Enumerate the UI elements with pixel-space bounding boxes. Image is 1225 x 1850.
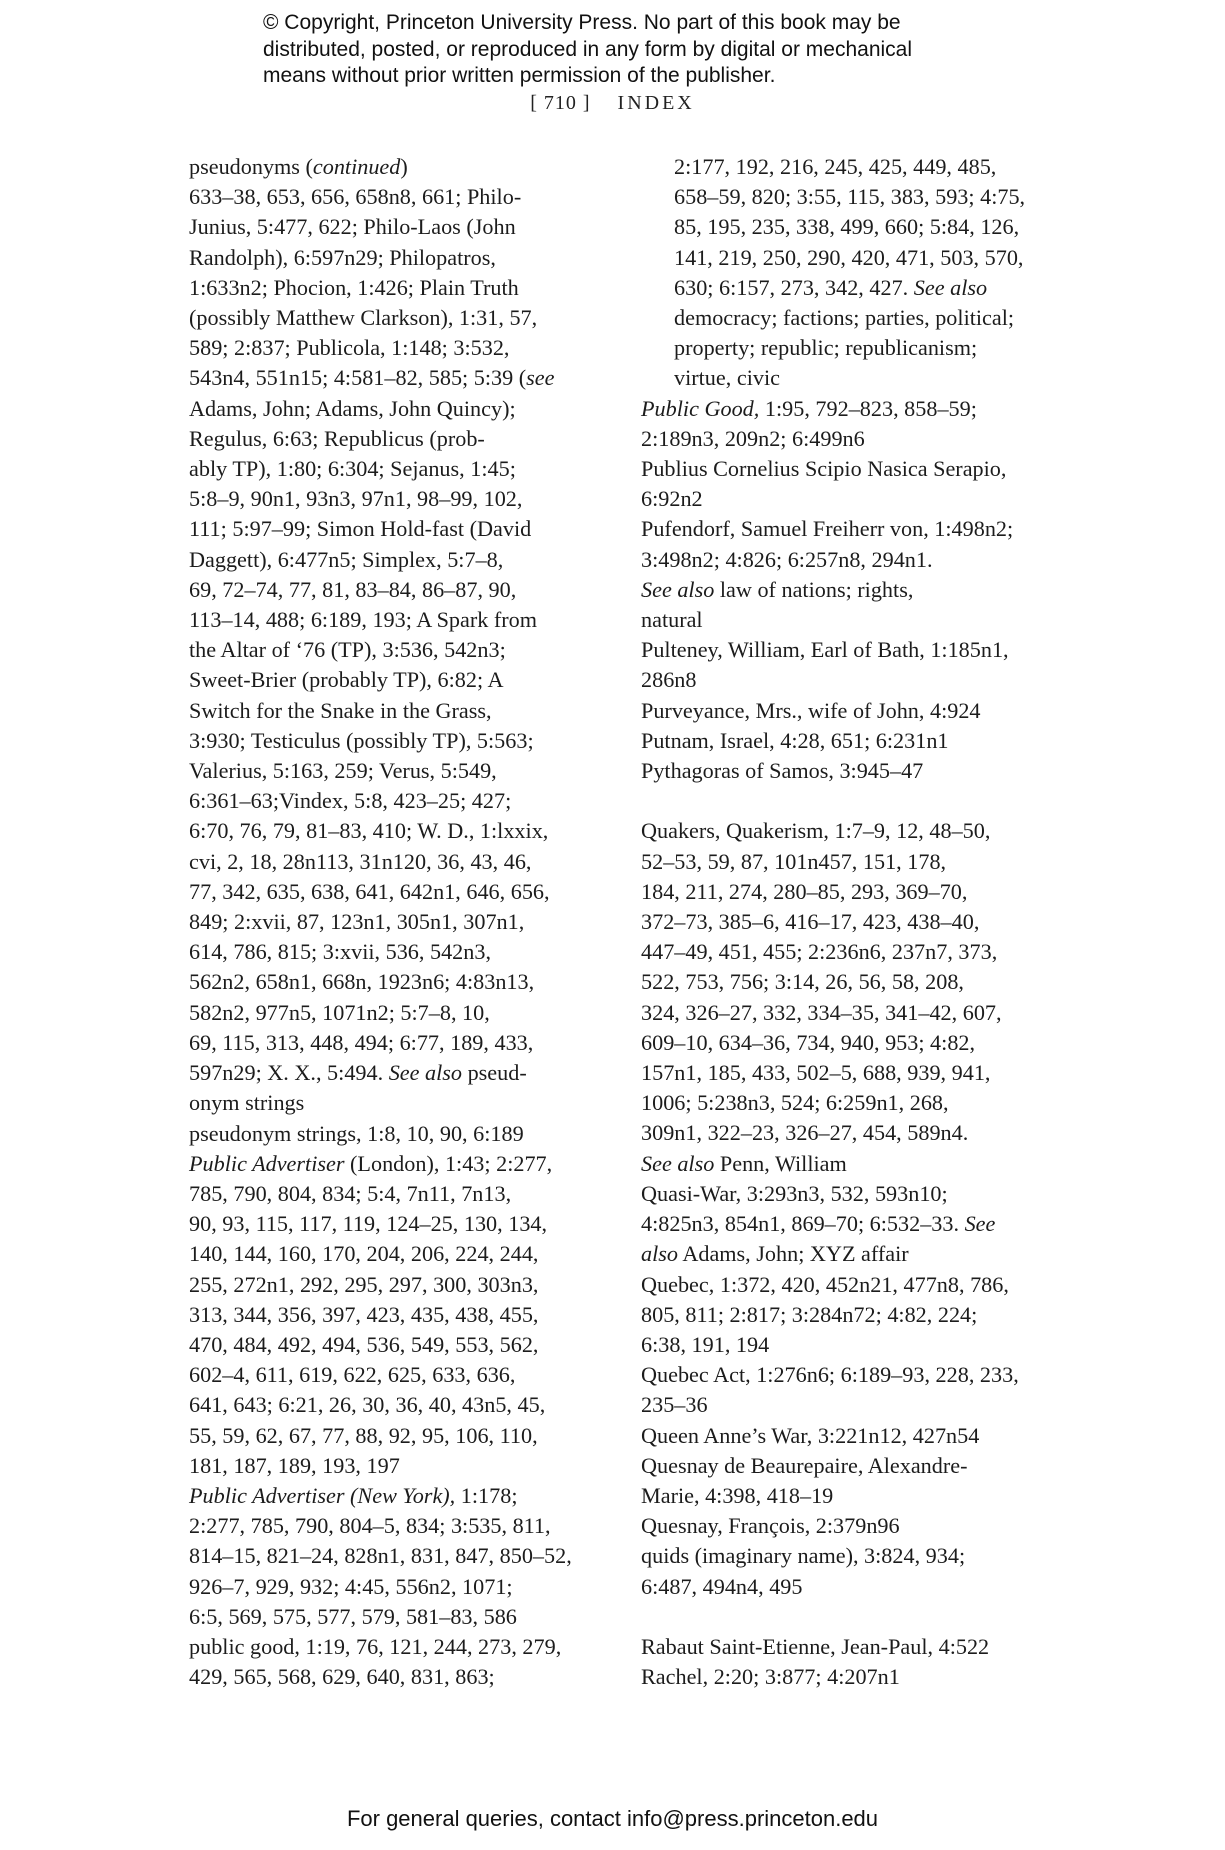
index-line: Quesnay de Beaurepaire, Alexandre- [641, 1452, 968, 1478]
index-entry [641, 1632, 1051, 1662]
index-line: 1006; 5:238n3, 524; 6:259n1, 268, [641, 1090, 949, 1116]
index-line: Quesnay, François, 2:379n96 [641, 1513, 900, 1539]
index-line: Quebec Act, 1:276n6; 6:189–93, 228, 233, [641, 1362, 1019, 1388]
index-line: See also law of nations; rights, [641, 576, 914, 602]
index-line: Pulteney, William, Earl of Bath, 1:185n1, [641, 637, 1009, 663]
index-line: cvi, 2, 18, 28n113, 31n120, 36, 43, 46, [189, 848, 532, 874]
index-line: Purveyance, Mrs., wife of John, 4:924 [641, 697, 981, 723]
running-head [0, 92, 1225, 115]
index-line: Public Good, 1:95, 792–823, 858–59; [641, 395, 977, 421]
index-entry [641, 696, 1051, 726]
index-line: Public Advertiser (London), 1:43; 2:277, [189, 1150, 553, 1176]
index-line: 609–10, 634–36, 734, 940, 953; 4:82, [641, 1029, 976, 1055]
index-entry [189, 1632, 609, 1692]
index-line: 3:930; Testiculus (possibly TP), 5:563; [189, 727, 534, 753]
index-line: 372–73, 385–6, 416–17, 423, 438–40, [641, 909, 980, 935]
index-line: 6:38, 191, 194 [641, 1331, 770, 1357]
index-line: 6:5, 569, 575, 577, 579, 581–83, 586 [189, 1603, 517, 1629]
index-entry [641, 816, 1051, 1178]
index-line: 785, 790, 804, 834; 5:4, 7n11, 7n13, [189, 1180, 512, 1206]
index-line: 90, 93, 115, 117, 119, 124–25, 130, 134, [189, 1211, 548, 1237]
index-entry-continuation [641, 152, 1051, 394]
index-line: 658–59, 820; 3:55, 115, 383, 593; 4:75, [674, 184, 1026, 210]
copyright-line: distributed, posted, or reproduced in any form by digital or mechanical [263, 37, 913, 61]
letter-group-gap [641, 786, 1051, 816]
index-line: 589; 2:837; Publicola, 1:148; 3:532, [189, 335, 510, 361]
index-entry [641, 454, 1051, 514]
index-line: 6:70, 76, 79, 81–83, 410; W. D., 1:lxxix, [189, 818, 549, 844]
index-line: Rachel, 2:20; 3:877; 4:207n1 [641, 1664, 900, 1690]
index-entry [641, 756, 1051, 786]
index-entry [641, 1179, 1051, 1270]
index-entry [189, 1149, 609, 1481]
index-line: 4:825n3, 854n1, 869–70; 6:532–33. See [641, 1211, 996, 1237]
index-line: ably TP), 1:80; 6:304; Sejanus, 1:45; [189, 456, 516, 482]
index-line: 2:189n3, 209n2; 6:499n6 [641, 425, 865, 451]
index-line: 85, 195, 235, 338, 499, 660; 5:84, 126, [674, 214, 1020, 240]
index-entry [641, 1662, 1051, 1692]
index-line: 597n29; X. X., 5:494. See also pseud- [189, 1060, 527, 1086]
index-line: 1:633n2; Phocion, 1:426; Plain Truth [189, 274, 519, 300]
index-line: 69, 72–74, 77, 81, 83–84, 86–87, 90, [189, 576, 517, 602]
index-line: Randolph), 6:597n29; Philopatros, [189, 244, 496, 270]
index-line: 77, 342, 635, 638, 641, 642n1, 646, 656, [189, 878, 550, 904]
index-line: natural [641, 607, 703, 633]
index-line: 184, 211, 274, 280–85, 293, 369–70, [641, 878, 968, 904]
index-line: 69, 115, 313, 448, 494; 6:77, 189, 433, [189, 1029, 534, 1055]
index-line: 255, 272n1, 292, 295, 297, 300, 303n3, [189, 1271, 539, 1297]
index-line: virtue, civic [674, 365, 780, 391]
index-entry [189, 1119, 609, 1149]
index-entry [641, 514, 1051, 635]
index-entry [641, 1451, 1051, 1511]
index-line: 470, 484, 492, 494, 536, 549, 553, 562, [189, 1331, 539, 1357]
index-line: 543n4, 551n15; 4:581–82, 585; 5:39 (see [189, 365, 555, 391]
index-line: pseudonym strings, 1:8, 10, 90, 6:189 [189, 1120, 524, 1146]
index-line: 111; 5:97–99; Simon Hold-fast (David [189, 516, 532, 542]
index-line: 181, 187, 189, 193, 197 [189, 1452, 400, 1478]
index-line: public good, 1:19, 76, 121, 244, 273, 279, [189, 1633, 562, 1659]
index-line: 926–7, 929, 932; 4:45, 556n2, 1071; [189, 1573, 513, 1599]
index-column-right [641, 152, 1051, 1692]
index-line: onym strings [189, 1090, 305, 1116]
index-entry [189, 1481, 609, 1632]
page-number: [ 710 ] [530, 92, 591, 114]
index-line: also Adams, John; XYZ affair [641, 1241, 909, 1267]
index-line: Quebec, 1:372, 420, 452n21, 477n8, 786, [641, 1271, 1009, 1297]
index-line: 562n2, 658n1, 668n, 1923n6; 4:83n13, [189, 969, 535, 995]
index-line: 805, 811; 2:817; 3:284n72; 4:82, 224; [641, 1301, 978, 1327]
index-line: 6:487, 494n4, 495 [641, 1573, 803, 1599]
index-line: Daggett), 6:477n5; Simplex, 5:7–8, [189, 546, 504, 572]
index-entry [641, 1270, 1051, 1361]
index-entry [641, 635, 1051, 695]
index-line: Putnam, Israel, 4:28, 651; 6:231n1 [641, 727, 949, 753]
index-line: 313, 344, 356, 397, 423, 435, 438, 455, [189, 1301, 539, 1327]
index-entry [641, 1541, 1051, 1601]
index-line: 6:361–63;Vindex, 5:8, 423–25; 427; [189, 788, 512, 814]
index-line: Quakers, Quakerism, 1:7–9, 12, 48–50, [641, 818, 991, 844]
index-line: property; republic; republicanism; [674, 335, 978, 361]
index-line: 641, 643; 6:21, 26, 30, 36, 40, 43n5, 45, [189, 1392, 546, 1418]
copyright-line: means without prior written permission of the publisher. [263, 64, 776, 87]
index-line: 522, 753, 756; 3:14, 26, 56, 58, 208, [641, 969, 964, 995]
index-line: 447–49, 451, 455; 2:236n6, 237n7, 373, [641, 939, 998, 965]
index-line: 2:277, 785, 790, 804–5, 834; 3:535, 811, [189, 1513, 551, 1539]
footer-contact: For general queries, contact info@press.princeton.edu [346, 1806, 879, 1831]
index-line: Pythagoras of Samos, 3:945–47 [641, 758, 924, 784]
index-line: Adams, John; Adams, John Quincy); [189, 395, 516, 421]
index-line: 235–36 [641, 1392, 708, 1418]
index-line: 324, 326–27, 332, 334–35, 341–42, 607, [641, 999, 1002, 1025]
index-line: 849; 2:xvii, 87, 123n1, 305n1, 307n1, [189, 909, 525, 935]
index-line: the Altar of ‘76 (TP), 3:536, 542n3; [189, 637, 506, 663]
index-line: Quasi-War, 3:293n3, 532, 593n10; [641, 1180, 948, 1206]
index-line: 55, 59, 62, 67, 77, 88, 92, 95, 106, 110, [189, 1422, 538, 1448]
index-line: 630; 6:157, 273, 342, 427. See also [674, 274, 988, 300]
copyright-line: © Copyright, Princeton University Press. No part of this book may be [263, 11, 901, 34]
index-entry [641, 1511, 1051, 1541]
index-line: quids (imaginary name), 3:824, 934; [641, 1543, 966, 1569]
index-line: Public Advertiser (New York), 1:178; [189, 1482, 518, 1508]
index-entry [641, 1421, 1051, 1451]
index-line: Sweet-Brier (probably TP), 6:82; A [189, 667, 504, 693]
index-line: 814–15, 821–24, 828n1, 831, 847, 850–52, [189, 1543, 572, 1569]
index-line: pseudonyms (continued) [189, 154, 408, 179]
index-line: Marie, 4:398, 418–19 [641, 1482, 834, 1508]
index-line: Pufendorf, Samuel Freiherr von, 1:498n2; [641, 516, 1014, 542]
index-line: 141, 219, 250, 290, 420, 471, 503, 570, [674, 244, 1024, 270]
index-line: 602–4, 611, 619, 622, 625, 633, 636, [189, 1362, 516, 1388]
index-line: Queen Anne’s War, 3:221n12, 427n54 [641, 1422, 980, 1448]
index-line: Valerius, 5:163, 259; Verus, 5:549, [189, 758, 497, 784]
index-line: Rabaut Saint-Etienne, Jean-Paul, 4:522 [641, 1633, 990, 1659]
index-line: 113–14, 488; 6:189, 193; A Spark from [189, 607, 538, 633]
index-entry [641, 726, 1051, 756]
section-title: INDEX [617, 92, 695, 114]
index-line: Junius, 5:477, 622; Philo-Laos (John [189, 214, 516, 240]
index-line: democracy; factions; parties, political; [674, 305, 1015, 331]
index-line: 429, 565, 568, 629, 640, 831, 863; [189, 1664, 495, 1690]
index-line: 309n1, 322–23, 326–27, 454, 589n4. [641, 1120, 969, 1146]
index-entry [641, 1360, 1051, 1420]
index-line: 614, 786, 815; 3:xvii, 536, 542n3, [189, 939, 492, 965]
letter-group-gap [641, 1602, 1051, 1632]
index-line: 3:498n2; 4:826; 6:257n8, 294n1. [641, 546, 933, 572]
index-column-left [189, 152, 609, 1692]
index-line: (possibly Matthew Clarkson), 1:31, 57, [189, 305, 538, 331]
index-entry [641, 394, 1051, 454]
index-line: 2:177, 192, 216, 245, 425, 449, 485, [674, 154, 997, 179]
index-line: Switch for the Snake in the Grass, [189, 697, 492, 723]
index-line: 157n1, 185, 433, 502–5, 688, 939, 941, [641, 1060, 991, 1086]
index-line: See also Penn, William [641, 1150, 847, 1176]
index-line: 582n2, 977n5, 1071n2; 5:7–8, 10, [189, 999, 490, 1025]
index-line: 6:92n2 [641, 486, 703, 512]
index-line: 286n8 [641, 667, 697, 693]
index-line: 140, 144, 160, 170, 204, 206, 224, 244, [189, 1241, 539, 1267]
index-line: 633–38, 653, 656, 658n8, 661; Philo- [189, 184, 522, 210]
index-line: Publius Cornelius Scipio Nasica Serapio, [641, 456, 1007, 482]
index-line: 5:8–9, 90n1, 93n3, 97n1, 98–99, 102, [189, 486, 523, 512]
index-line: 52–53, 59, 87, 101n457, 151, 178, [641, 848, 947, 874]
index-entry [189, 152, 609, 1119]
copyright-notice [263, 10, 1023, 90]
index-line: Regulus, 6:63; Republicus (prob- [189, 425, 485, 451]
